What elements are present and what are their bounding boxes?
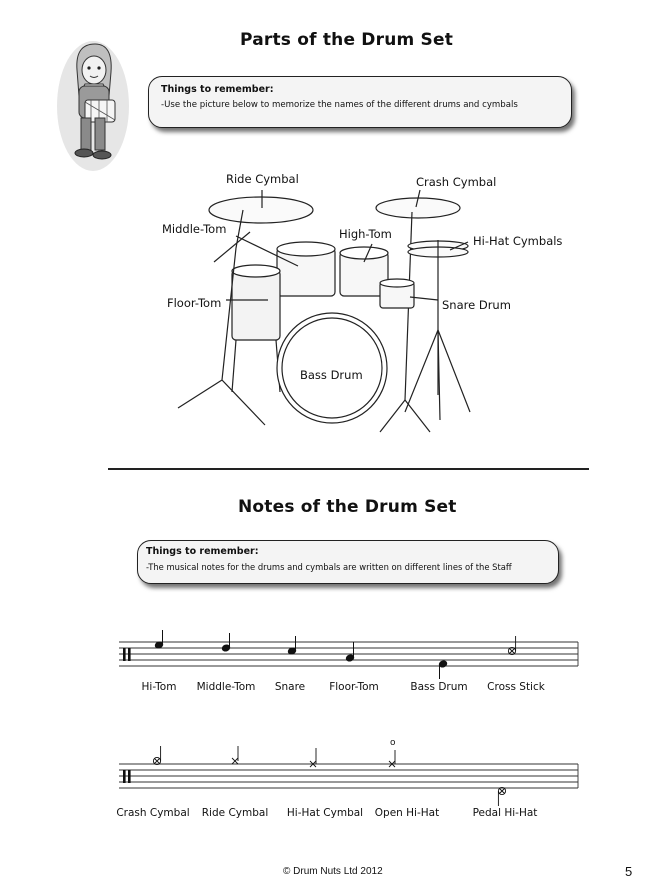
staff1-label-1: Middle-Tom [196, 681, 256, 693]
note-crash-cymbal [153, 746, 160, 765]
label-floor-tom: Floor-Tom [167, 296, 222, 310]
label-crash-cymbal: Crash Cymbal [416, 175, 497, 189]
notes-callout-heading: Things to remember: [146, 546, 259, 557]
staff1-label-4: Bass Drum [410, 681, 468, 693]
note-pedal-hi-hat [498, 787, 505, 806]
open-hi-hat-mark: o [390, 738, 396, 748]
staff2-label-2: Hi-Hat Cymbal [286, 807, 364, 819]
parts-callout-text: -Use the picture below to memorize the names of the different drums and cymbals [161, 100, 518, 110]
label-snare-drum: Snare Drum [442, 298, 511, 312]
percussion-clef-2 [123, 770, 131, 783]
staff1-label-0: Hi-Tom [141, 681, 177, 693]
label-hi-hat-cymbals: Hi-Hat Cymbals [473, 234, 563, 248]
note-ride-cymbal [232, 746, 238, 764]
page-number: 5 [625, 864, 633, 879]
label-bass-drum: Bass Drum [300, 368, 363, 382]
staff1-label-5: Cross Stick [487, 681, 545, 693]
parts-title: Parts of the Drum Set [240, 30, 454, 50]
notes-callout-text: -The musical notes for the drums and cymbals are written on different lines of the Staff [146, 562, 512, 572]
footer-copyright: © Drum Nuts Ltd 2012 [283, 866, 383, 877]
notes-title: Notes of the Drum Set [238, 497, 457, 517]
staff1-label-2: Snare [274, 681, 306, 693]
label-middle-tom: Middle-Tom [162, 222, 227, 236]
staff2-label-3: Open Hi-Hat [374, 807, 440, 819]
staff2-label-0: Crash Cymbal [116, 807, 190, 819]
staff2-label-4: Pedal Hi-Hat [472, 807, 538, 819]
staff2-label-1: Ride Cymbal [201, 807, 269, 819]
label-high-tom: High-Tom [339, 227, 392, 241]
parts-callout-heading: Things to remember: [161, 84, 274, 95]
staff1-label-3: Floor-Tom [329, 681, 379, 693]
label-ride-cymbal: Ride Cymbal [226, 172, 299, 186]
